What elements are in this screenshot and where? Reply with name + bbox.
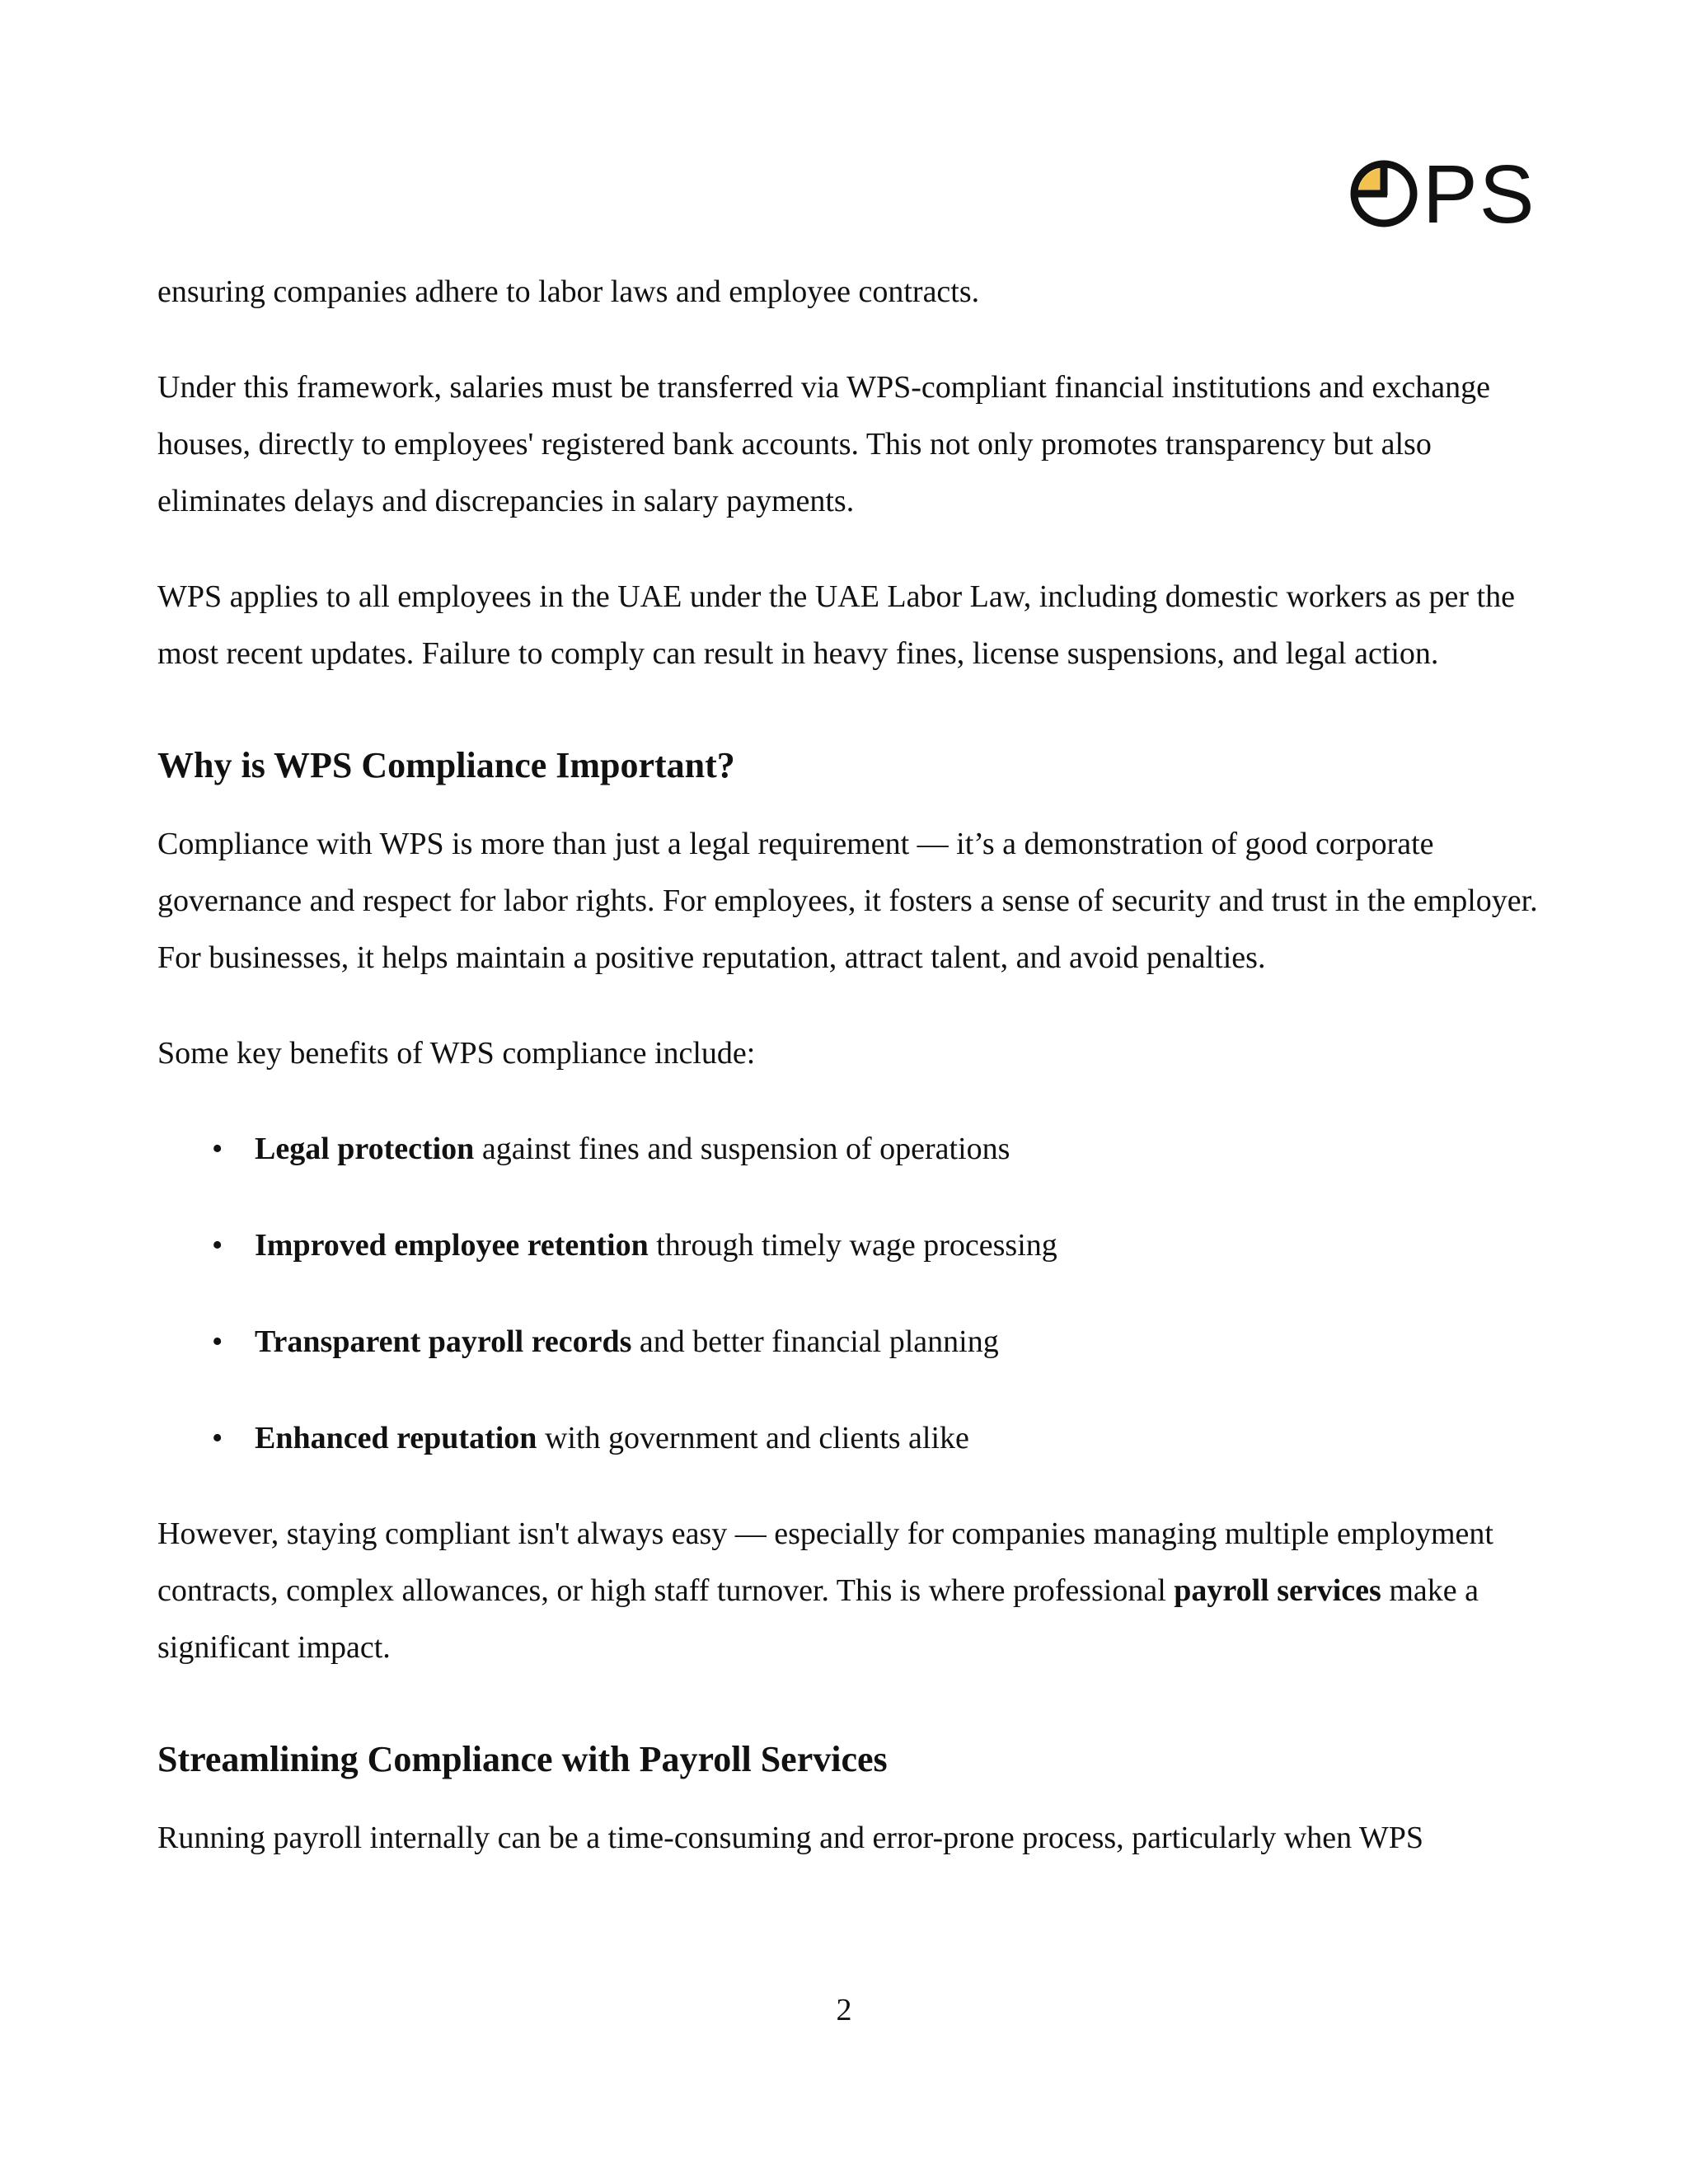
- bullet-icon: •: [212, 1324, 223, 1359]
- benefit-description: through timely wage processing: [648, 1228, 1057, 1263]
- paragraph-bold-term: payroll services: [1174, 1573, 1381, 1608]
- paragraph-continuation: ensuring companies adhere to labor laws and employee contracts.: [157, 274, 980, 309]
- bullet-icon: •: [212, 1132, 223, 1166]
- paragraph-staying-compliant: [157, 1506, 1542, 1676]
- benefit-description: against fines and suspension of operations: [474, 1132, 1010, 1166]
- heading-streamlining-compliance: Streamlining Compliance with Payroll Services: [157, 1739, 888, 1779]
- logo-mark-icon: [1348, 158, 1419, 229]
- bullet-icon: •: [212, 1228, 223, 1263]
- list-item: [157, 1217, 1542, 1274]
- logo-text: PS: [1423, 148, 1536, 241]
- paragraph-benefits-intro: Some key benefits of WPS compliance include:: [157, 1036, 756, 1071]
- company-logo: [1348, 148, 1536, 241]
- paragraph-framework: Under this framework, salaries must be transferred via WPS-compliant financial institutions and exchange houses, directly to employees' registered bank accounts. This not only promotes transparency but also eliminates delays and discrepancies in salary payments.: [157, 370, 1491, 518]
- benefit-title: Improved employee retention: [255, 1228, 649, 1263]
- list-item: [157, 1314, 1542, 1371]
- paragraph-text-start: However, staying compliant isn't always easy — especially for companies managing multiple employment contracts, complex allowances, or high staff turnover. This is where professional: [157, 1516, 1493, 1608]
- document-body: [157, 264, 1542, 1905]
- paragraph-running-payroll: Running payroll internally can be a time-consuming and error-prone process, particularly when WPS: [157, 1821, 1424, 1855]
- benefit-title: Enhanced reputation: [255, 1421, 537, 1455]
- paragraph-text-end: make a significant impact.: [157, 1573, 1479, 1665]
- page-number: 2: [836, 1993, 852, 2027]
- paragraph-wps-applies: WPS applies to all employees in the UAE under the UAE Labor Law, including domestic workers as per the most recent updates. Failure to comply can result in heavy fines, license suspensions, and legal action.: [157, 579, 1515, 671]
- paragraph-compliance-importance: Compliance with WPS is more than just a legal requirement — it’s a demonstration of good corporate governance and respect for labor rights. For employees, it fosters a sense of security and trust in the employer. For businesses, it helps maintain a positive reputation, attract talent, and avoid penalties.: [157, 827, 1538, 975]
- benefit-title: Legal protection: [255, 1132, 475, 1166]
- bullet-icon: •: [212, 1421, 223, 1455]
- heading-why-wps-compliance: Why is WPS Compliance Important?: [157, 745, 735, 785]
- benefit-description: and better financial planning: [631, 1324, 999, 1359]
- benefit-title: Transparent payroll records: [255, 1324, 632, 1359]
- benefits-list: [157, 1121, 1542, 1467]
- benefit-description: with government and clients alike: [537, 1421, 969, 1455]
- list-item: [157, 1121, 1542, 1178]
- list-item: [157, 1410, 1542, 1467]
